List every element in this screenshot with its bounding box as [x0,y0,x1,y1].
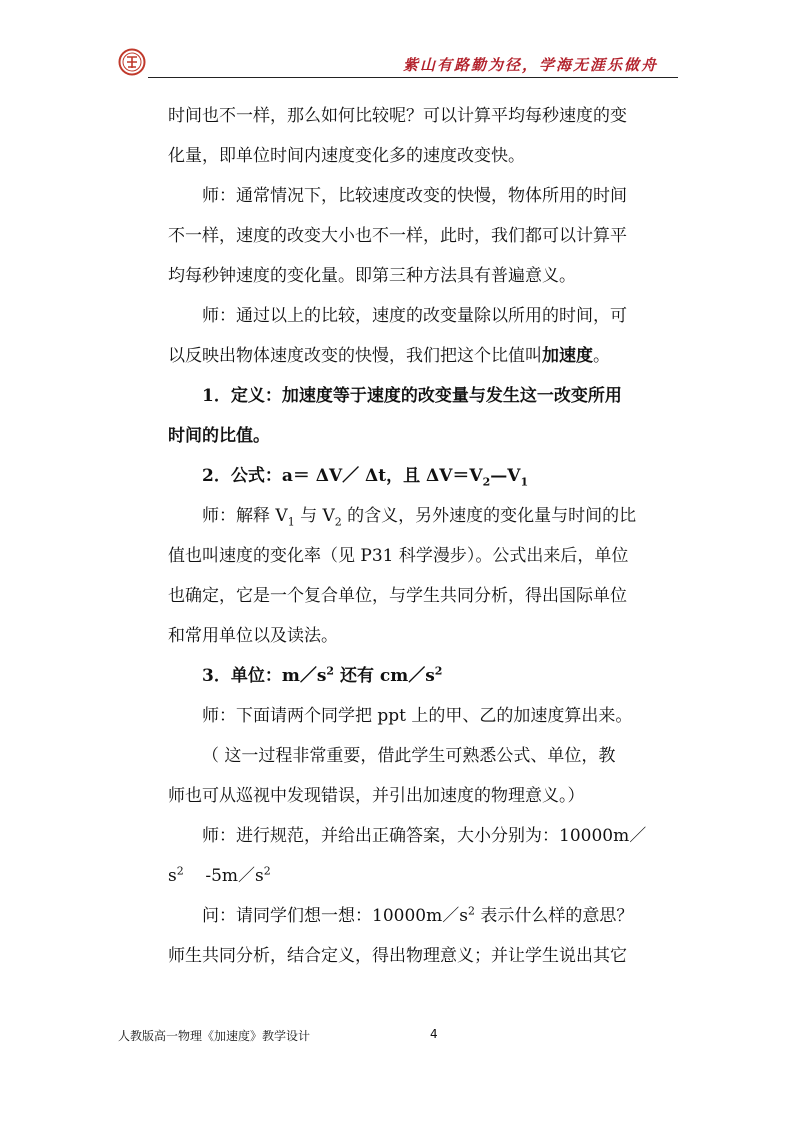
paragraph-line [168,496,678,536]
document-body [168,96,678,976]
subscript: 1 [287,515,295,529]
formula-heading [168,456,678,496]
superscript: 2 [326,664,335,678]
definition-line: 时间的比值。 [168,426,270,446]
paragraph-line: 不一样，速度的改变大小也不一样，此时，我们都可以计算平 [168,226,627,246]
superscript: 2 [434,664,443,678]
paragraph-line [168,856,678,896]
superscript: 2 [467,904,475,918]
text-run: s [168,866,177,886]
text-run: -5m／s [183,866,264,886]
superscript: 2 [263,864,271,878]
paragraph-line: 均每秒钟速度的变化量。即第三种方法具有普遍意义。 [168,266,576,286]
subscript: 2 [334,515,342,529]
definition-heading: 1．定义：加速度等于速度的改变量与发生这一改变所用 [202,386,622,406]
text-run: —V [490,466,521,486]
paragraph-line: 化量，即单位时间内速度变化多的速度改变快。 [168,146,525,166]
header-motto: 紫山有路勤为径，学海无涯乐做舟 [402,56,658,74]
text-run: 与 V [294,506,335,526]
text-run: 师：解释 V [202,506,288,526]
paragraph-line: 和常用单位以及读法。 [168,626,338,646]
subscript: 2 [482,475,491,489]
subscript: 1 [520,475,529,489]
paragraph-line: 时间也不一样，那么如何比较呢？可以计算平均每秒速度的变 [168,106,627,126]
page-header [118,48,678,80]
text-run: 2．公式：a＝ ΔV／ Δt，且 ΔV＝V [202,466,483,486]
text-run: 还有 cm／s [334,666,435,686]
text-run: 的含义，另外速度的变化量与时间的比 [341,506,637,526]
school-logo-icon [118,48,146,76]
page-number: 4 [430,1027,438,1041]
footer-doc-title: 人教版高一物理《加速度》教学设计 [118,1029,311,1043]
paragraph-line [168,896,678,936]
text-run: 以反映出物体速度改变的快慢，我们把这个比值叫 [168,346,542,366]
unit-heading [168,656,678,696]
text-run: 问：请同学们想一想：10000m／s [202,906,468,926]
paragraph-line: 师：通过以上的比较，速度的改变量除以所用的时间，可 [202,306,627,326]
text-run: 。 [593,346,610,366]
superscript: 2 [176,864,184,878]
paragraph-line: （ 这一过程非常重要，借此学生可熟悉公式、单位，教 [202,746,616,766]
paragraph-line: 师生共同分析，结合定义，得出物理意义；并让学生说出其它 [168,946,627,966]
paragraph-line [168,336,678,376]
header-divider [148,77,678,78]
paragraph-line: 师：通常情况下，比较速度改变的快慢，物体所用的时间 [202,186,627,206]
paragraph-line: 值也叫速度的变化率（见 P31 科学漫步）。公式出来后，单位 [168,546,629,566]
paragraph-line: 师也可从巡视中发现错误，并引出加速度的物理意义。） [168,786,585,806]
paragraph-line: 也确定，它是一个复合单位，与学生共同分析，得出国际单位 [168,586,627,606]
paragraph-line: 师：下面请两个同学把 ppt 上的甲、乙的加速度算出来。 [202,706,633,726]
text-run: 表示什么样的意思？ [474,906,634,926]
paragraph-line: 师：进行规范，并给出正确答案，大小分别为：10000m／ [202,826,647,846]
text-run: 3．单位：m／s [202,666,327,686]
term-acceleration: 加速度 [542,346,593,366]
